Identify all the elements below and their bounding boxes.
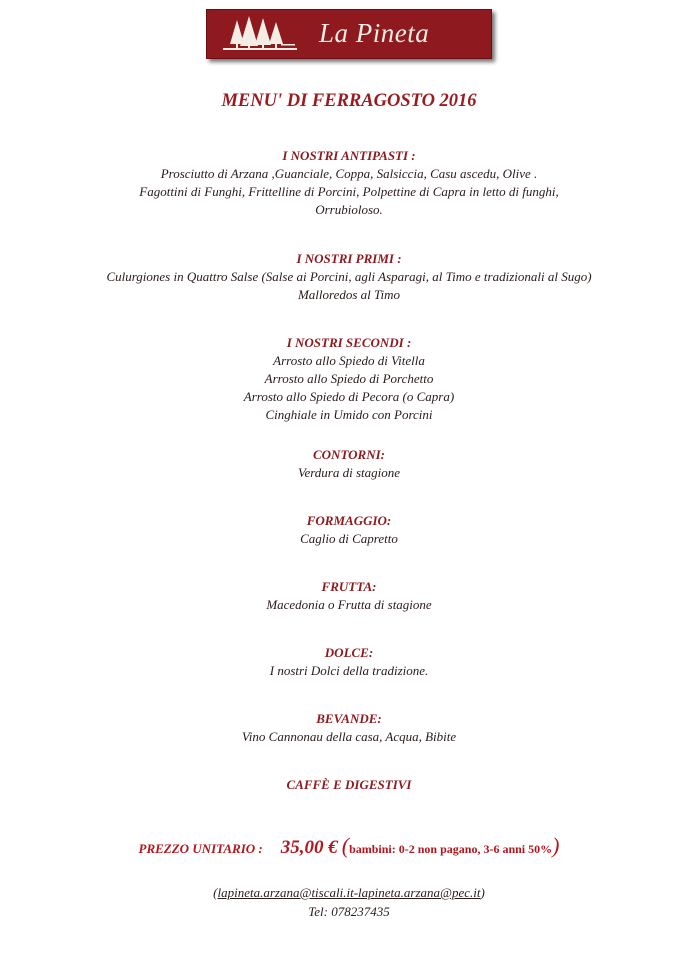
menu-item: Fagottini di Funghi, Frittelline di Porcini, Polpettine di Capra in letto di funghi, [139, 184, 559, 199]
section-antipasti [0, 147, 678, 219]
menu-item: Vino Cannonau della casa, Acqua, Bibite [241, 729, 457, 744]
close-paren: ) [480, 885, 485, 900]
menu-item: Malloredos al Timo [297, 287, 401, 302]
children-pricing-note: bambini: 0-2 non pagano, 3-6 anni 50% [349, 842, 553, 856]
section-primi [0, 250, 678, 304]
section-caffe [0, 776, 678, 794]
section-heading: FORMAGGIO: [306, 513, 392, 528]
contact-phone: Tel: 078237435 [308, 904, 390, 919]
menu-title: MENU' DI FERRAGOSTO 2016 [221, 91, 477, 111]
logo-banner [206, 9, 492, 59]
section-heading: I NOSTRI PRIMI : [296, 251, 402, 266]
section-secondi [0, 334, 678, 424]
menu-item: Arrosto allo Spiedo di Vitella [273, 353, 425, 368]
menu-item: Culurgiones in Quattro Salse (Salse ai Porcini, agli Asparagi, al Timo e tradizionali al Sugo) [106, 269, 592, 284]
menu-item: Macedonia o Frutta di stagione [266, 597, 432, 612]
menu-item: Arrosto allo Spiedo di Porchetto [264, 371, 434, 386]
menu-item: Prosciutto di Arzana ,Guanciale, Coppa, Salsiccia, Casu ascedu, Olive . [160, 166, 538, 181]
menu-item: Cinghiale in Umido con Porcini [265, 407, 433, 422]
section-bevande [0, 710, 678, 746]
price-label: PREZZO UNITARIO : [138, 841, 263, 856]
section-heading: I NOSTRI ANTIPASTI : [282, 148, 416, 163]
menu-item: I nostri Dolci della tradizione. [269, 663, 429, 678]
menu-item: Caglio di Capretto [300, 531, 398, 546]
section-dolce [0, 644, 678, 680]
email-link[interactable]: lapineta.arzana@tiscali.it-lapineta.arzana@pec.it [217, 885, 481, 900]
section-heading: CAFFÈ E DIGESTIVI [286, 777, 412, 792]
menu-item: Verdura di stagione [297, 465, 401, 480]
contact-email-line [0, 885, 678, 901]
price-line [0, 833, 678, 859]
menu-item: Orrubioloso. [315, 202, 383, 217]
section-heading: FRUTTA: [321, 579, 377, 594]
section-formaggio [0, 512, 678, 548]
section-contorni [0, 446, 678, 482]
close-paren: ) [552, 833, 560, 858]
section-frutta [0, 578, 678, 614]
pine-trees-icon [221, 14, 301, 54]
open-paren: ( [341, 833, 350, 858]
section-heading: I NOSTRI SECONDI : [286, 335, 412, 350]
section-heading: CONTORNI: [313, 447, 385, 462]
logo-text: La Pineta [319, 18, 430, 48]
price-value: 35,00 € [280, 837, 338, 858]
open-paren: ( [213, 885, 218, 900]
section-heading: BEVANDE: [316, 711, 382, 726]
menu-item: Arrosto allo Spiedo di Pecora (o Capra) [243, 389, 455, 404]
section-heading: DOLCE: [324, 645, 374, 660]
